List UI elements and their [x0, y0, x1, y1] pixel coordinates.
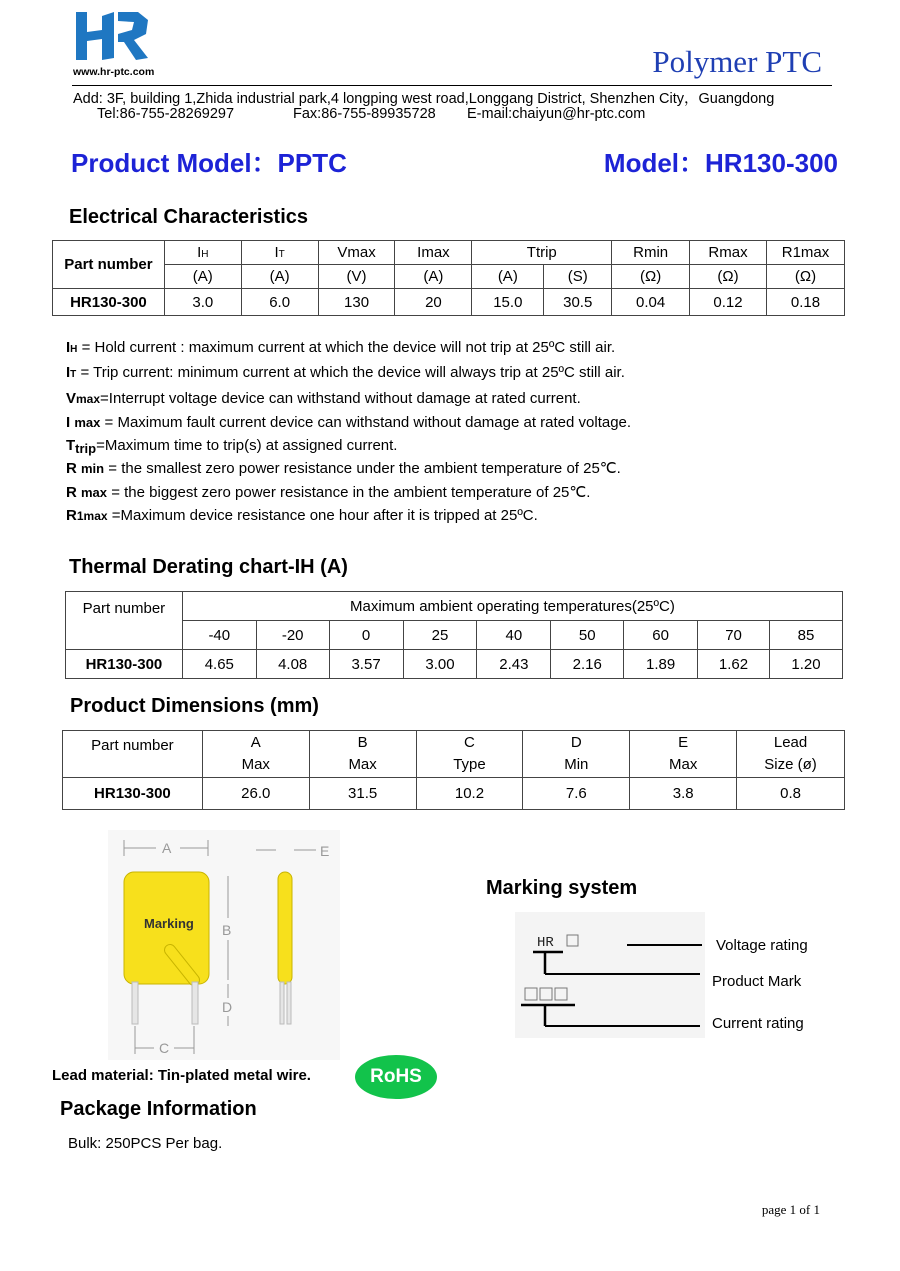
- part-number-header: Part number: [53, 241, 165, 289]
- table-cell: 30.5: [544, 289, 612, 316]
- table-cell: 3.57: [329, 650, 403, 679]
- table-cell-part: HR130-300: [63, 778, 203, 810]
- definition-line: R max = the biggest zero power resistance in the ambient temperature of 25℃.: [66, 483, 591, 501]
- imax-header: Imax: [395, 241, 472, 265]
- voltage-rating-label: Voltage rating: [716, 937, 808, 954]
- telephone: Tel:86-755-28269297: [97, 106, 235, 122]
- part-number-header: Part number: [63, 731, 203, 778]
- company-address: Add: 3F, building 1,Zhida industrial park,4 longping west road,Longgang District, Shenzhen City，Guangdong: [73, 91, 775, 107]
- ttrip-a-unit: (A): [472, 265, 544, 289]
- table-cell: 7.6: [523, 778, 630, 810]
- temp-cell: -20: [256, 621, 329, 650]
- dim-d-label: D: [222, 999, 233, 1015]
- temp-cell: 25: [403, 621, 477, 650]
- definition-line: Vmax=Interrupt voltage device can withstand without damage at rated current.: [66, 389, 581, 407]
- table-cell: 4.65: [182, 650, 256, 679]
- thermal-title: Thermal Derating chart-IH (A): [69, 556, 348, 578]
- table-cell: 26.0: [202, 778, 309, 810]
- table-cell: 1.62: [698, 650, 770, 679]
- definition-line: IT = Trip current: minimum current at which the device will always trip at 25ºC still air.: [66, 364, 625, 382]
- r1max-unit: (Ω): [766, 265, 844, 289]
- table-cell: 6.0: [241, 289, 318, 316]
- table-cell: 3.0: [164, 289, 241, 316]
- table-cell: 20: [395, 289, 472, 316]
- table-cell: 0.8: [737, 778, 845, 810]
- table-cell: 0.18: [766, 289, 844, 316]
- bulk-packaging: Bulk: 250PCS Per bag.: [68, 1135, 223, 1152]
- imax-unit: (A): [395, 265, 472, 289]
- marking-label: Marking: [144, 916, 194, 931]
- table-cell: 2.43: [477, 650, 551, 679]
- table-cell-part: HR130-300: [66, 650, 183, 679]
- temperature-row: [66, 621, 843, 650]
- definition-line: Ttrip=Maximum time to trip(s) at assigned current.: [66, 437, 398, 457]
- dim-a-header: A Max: [202, 731, 309, 778]
- dim-a-label: A: [162, 840, 172, 856]
- page-number: page 1 of 1: [761, 1202, 820, 1217]
- ptc-dimension-drawing: [108, 830, 340, 1060]
- rmin-unit: (Ω): [612, 265, 690, 289]
- side-lead: [280, 982, 284, 1024]
- electrical-table: [52, 240, 845, 316]
- lead-size-header: Lead Size (ø): [737, 731, 845, 778]
- dim-b-header: B Max: [309, 731, 416, 778]
- table-cell: 3.00: [403, 650, 477, 679]
- dim-e-header: E Max: [630, 731, 737, 778]
- temp-cell: 85: [769, 621, 842, 650]
- table-cell-part: HR130-300: [53, 289, 165, 316]
- package-title: Package Information: [60, 1098, 257, 1120]
- dim-b-label: B: [222, 922, 232, 938]
- marking-system-diagram: [515, 912, 705, 1038]
- table-cell: 1.89: [624, 650, 698, 679]
- website-url[interactable]: www.hr-ptc.com: [73, 66, 155, 78]
- dimensions-title: Product Dimensions (mm): [70, 695, 319, 717]
- temp-cell: 60: [624, 621, 698, 650]
- lead-material-note: Lead material: Tin-plated metal wire.: [52, 1067, 311, 1084]
- side-lead: [287, 982, 291, 1024]
- table-cell: 3.8: [630, 778, 737, 810]
- dimensions-table: [62, 730, 845, 810]
- lead-left: [132, 982, 138, 1024]
- table-cell: 15.0: [472, 289, 544, 316]
- table-cell: 130: [318, 289, 395, 316]
- thermal-derating-table: [65, 591, 843, 679]
- part-number-header: Part number: [66, 592, 183, 650]
- marking-system-title: Marking system: [486, 877, 638, 899]
- ttrip-s-unit: (S): [544, 265, 612, 289]
- table-cell: 0.12: [690, 289, 767, 316]
- table-cell: 1.20: [769, 650, 842, 679]
- current-rating-label: Current rating: [712, 1015, 804, 1032]
- definition-line: R min = the smallest zero power resistance under the ambient temperature of 25℃.: [66, 460, 621, 478]
- model-number: Model：HR130-300: [603, 148, 838, 178]
- vmax-unit: (V): [318, 265, 395, 289]
- document-title: Polymer PTC: [652, 44, 822, 79]
- rmax-header: Rmax: [690, 241, 767, 265]
- definition-line: IH = Hold current : maximum current at which the device will not trip at 25ºC still air.: [66, 339, 616, 356]
- rmax-unit: (Ω): [690, 265, 767, 289]
- electrical-title: Electrical Characteristics: [69, 206, 309, 228]
- it-header: IT: [241, 241, 318, 265]
- ih-unit: (A): [164, 265, 241, 289]
- table-cell: 2.16: [551, 650, 624, 679]
- marking-hr-code: HR: [537, 935, 554, 951]
- product-model: Product Model：PPTC: [71, 148, 347, 178]
- dim-c-header: C Type: [416, 731, 523, 778]
- lead-right: [192, 982, 198, 1024]
- temperature-header: Maximum ambient operating temperatures(25ºC): [182, 592, 842, 621]
- parameter-definitions: [66, 336, 631, 528]
- dim-d-header: D Min: [523, 731, 630, 778]
- fax: Fax:86-755-89935728: [293, 106, 436, 122]
- dim-c-label: C: [159, 1040, 170, 1056]
- table-row: [63, 778, 845, 810]
- table-cell: 4.08: [256, 650, 329, 679]
- table-row: [66, 650, 843, 679]
- temp-cell: 50: [551, 621, 624, 650]
- header-divider: [72, 85, 832, 86]
- temp-cell: 0: [329, 621, 403, 650]
- dim-e-label: E: [320, 843, 330, 859]
- temp-cell: -40: [182, 621, 256, 650]
- temp-cell: 70: [698, 621, 770, 650]
- email[interactable]: E-mail:chaiyun@hr-ptc.com: [467, 106, 646, 122]
- rmin-header: Rmin: [612, 241, 690, 265]
- vmax-header: Vmax: [318, 241, 395, 265]
- ptc-side-view: [278, 872, 292, 984]
- definition-line: I max = Maximum fault current device can withstand without damage at rated voltage.: [66, 413, 632, 431]
- definition-line: R1max =Maximum device resistance one hour after it is tripped at 25ºC.: [66, 507, 538, 525]
- it-unit: (A): [241, 265, 318, 289]
- r1max-header: R1max: [766, 241, 844, 265]
- company-logo: [72, 8, 162, 68]
- ttrip-header: Ttrip: [472, 241, 612, 265]
- temp-cell: 40: [477, 621, 551, 650]
- table-cell: 31.5: [309, 778, 416, 810]
- product-mark-label: Product Mark: [712, 973, 802, 990]
- rohs-badge: RoHS: [355, 1055, 437, 1099]
- ih-header: IH: [164, 241, 241, 265]
- table-cell: 0.04: [612, 289, 690, 316]
- table-cell: 10.2: [416, 778, 523, 810]
